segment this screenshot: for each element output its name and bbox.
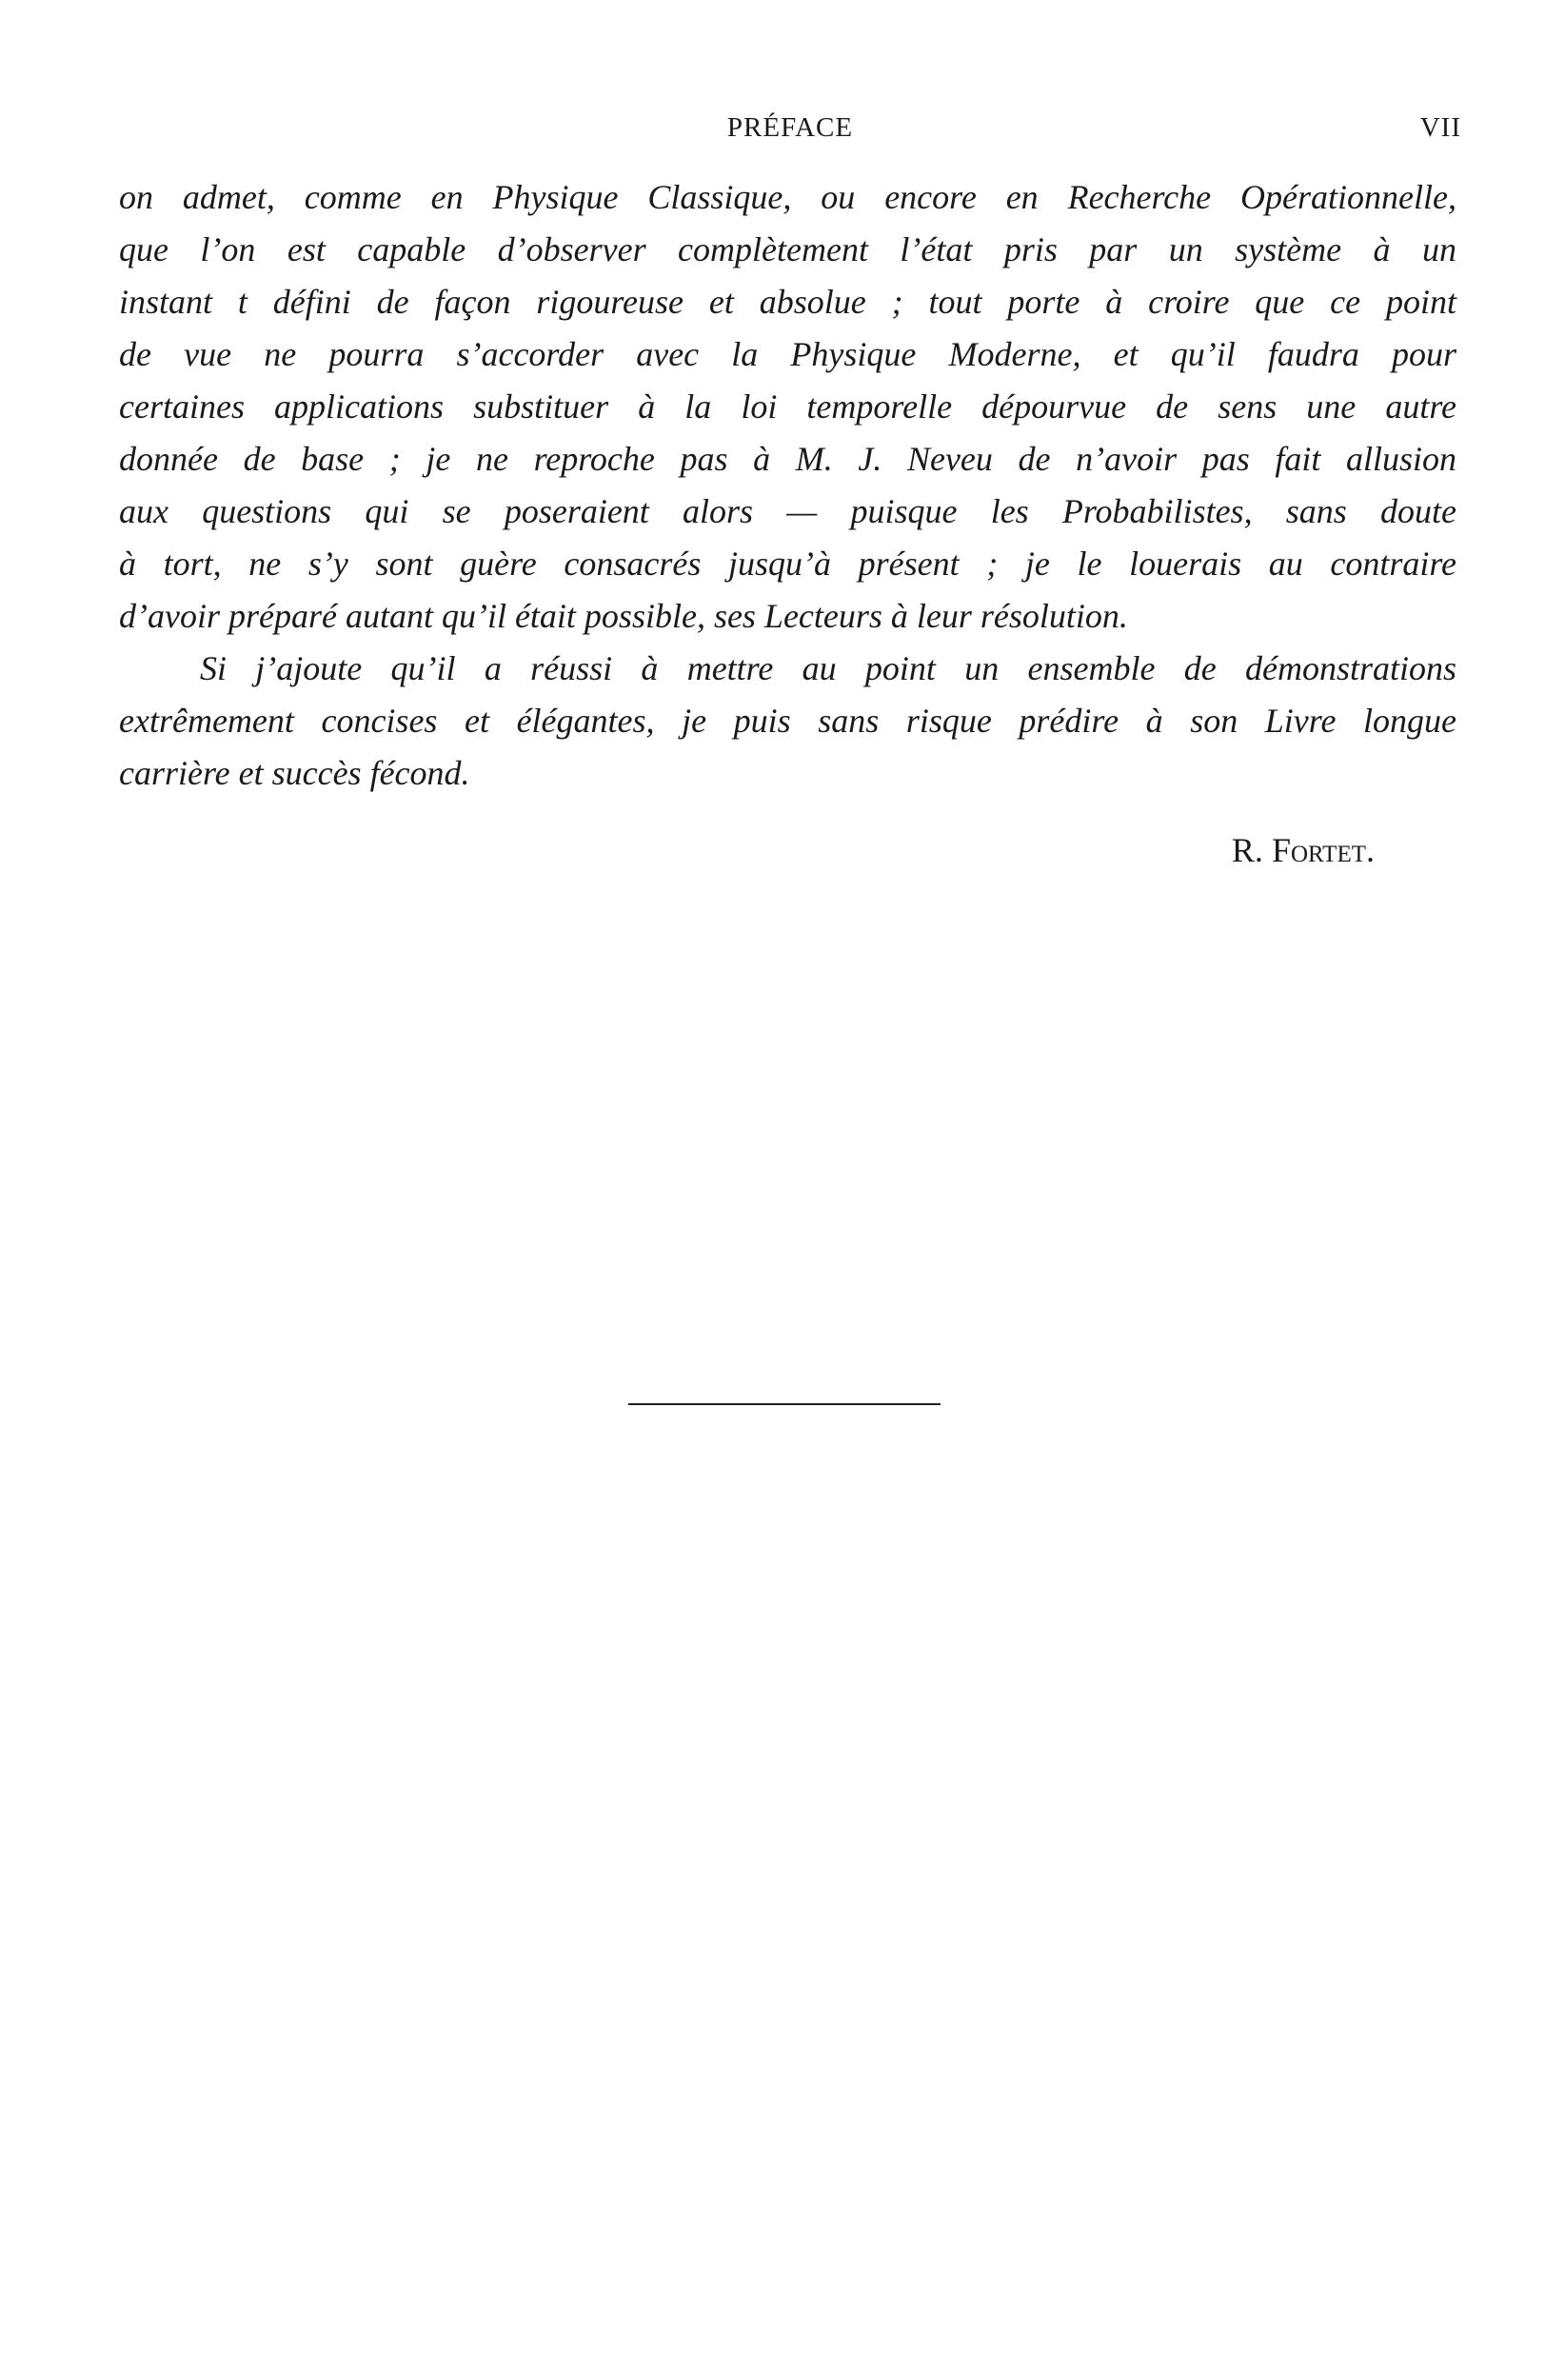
preface-body xyxy=(119,171,1456,800)
signature-period: . xyxy=(1366,831,1375,869)
running-title: PRÉFACE xyxy=(726,112,854,143)
page-number: VII xyxy=(1419,112,1461,143)
paragraph-2 xyxy=(119,643,1456,800)
text-line: aux questions qui se poseraient alors — puisque les Probabilistes, sans doute xyxy=(119,492,1456,530)
text-line: Si j’ajoute qu’il a réussi à mettre au point un ensemble de démonstrations xyxy=(200,649,1456,687)
text-line: on admet, comme en Physique Classique, ou encore en Recherche Opérationnelle, xyxy=(119,178,1456,216)
text-line: à tort, ne s’y sont guère consacrés jusqu’à présent ; je le louerais au contraire xyxy=(119,545,1456,583)
text-line: certaines applications substituer à la loi temporelle dépourvue de sens une autre xyxy=(119,387,1456,426)
paragraph-1 xyxy=(119,171,1456,643)
end-rule xyxy=(628,1403,941,1405)
text-line: donnée de base ; je ne reproche pas à M. J. Neveu de n’avoir pas fait allusion xyxy=(119,440,1456,478)
author-signature xyxy=(1232,830,1375,870)
text-line: de vue ne pourra s’accorder avec la Physique Moderne, et qu’il faudra pour xyxy=(119,335,1456,373)
signature-surname: Fortet xyxy=(1271,831,1366,869)
text-line: extrêmement concises et élégantes, je puis sans risque prédire à son Livre longue xyxy=(119,702,1456,740)
text-line: que l’on est capable d’observer complètement l’état pris par un système à un xyxy=(119,230,1456,268)
running-head xyxy=(119,112,1461,150)
text-line: d’avoir préparé autant qu’il était possible, ses Lecteurs à leur résolution. xyxy=(119,597,1128,635)
text-line: carrière et succès fécond. xyxy=(119,754,470,792)
signature-initial: R. xyxy=(1231,831,1272,869)
text-line: instant t défini de façon rigoureuse et absolue ; tout porte à croire que ce point xyxy=(119,283,1456,321)
